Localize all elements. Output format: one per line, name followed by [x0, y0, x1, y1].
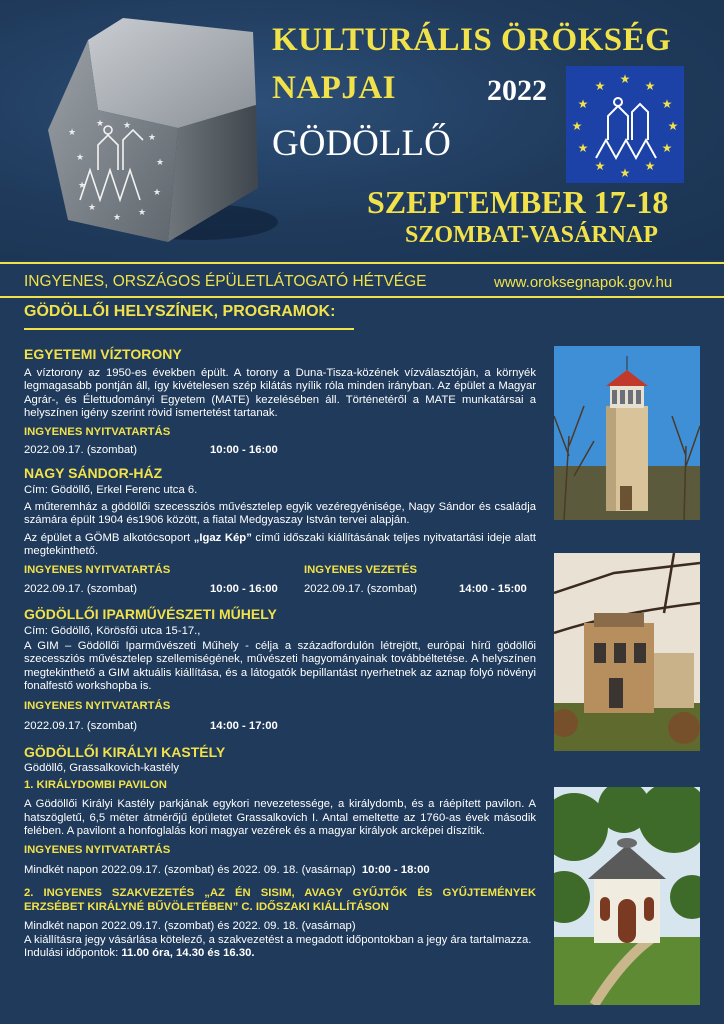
venue-title: GÖDÖLLŐI KIRÁLYI KASTÉLY	[24, 743, 226, 760]
svg-text:★: ★	[577, 97, 589, 111]
venue-title: GÖDÖLLŐI IPARMŰVÉSZETI MŰHELY	[24, 605, 277, 622]
kiralydomb-pavilion-photo	[554, 787, 700, 1005]
venue-water-tower	[24, 345, 536, 457]
svg-text:★: ★	[667, 119, 679, 133]
opening-label: INGYENES NYITVATARTÁS	[24, 425, 171, 438]
svg-text:★: ★	[78, 181, 87, 191]
svg-text:★: ★	[661, 97, 673, 111]
subsection-pavilion-title: 1. KIRÁLYDOMBI PAVILON	[24, 779, 167, 792]
venue-description: A GIM – Gödöllői Iparművészeti Műhely - célja a századfordulón létrejött, európai hírű gödöllői szecessziós művésztelep szellemiségének, művészeti hagyományainak továbbéltetése. A helyszínen megtekinthető a GIM aktuális kiállítása, és a látogatók bepillantást nyerhetnek az aznap folyó növényi fonalfestő workshopba is.	[24, 640, 536, 693]
svg-text:★: ★	[68, 128, 77, 138]
venue-address: Cím: Gödöllő, Körösfői utca 15-17.,	[24, 624, 201, 637]
opening-time: 10:00 - 16:00	[210, 443, 278, 456]
schedule-row	[24, 582, 536, 596]
stone-cube-illustration	[28, 10, 278, 250]
opening-date: 2022.09.17. (szombat)	[24, 443, 138, 456]
svg-text:★: ★	[644, 159, 656, 173]
event-year: 2022	[487, 74, 547, 107]
water-tower-photo	[554, 346, 700, 520]
divider-middle	[0, 296, 724, 298]
pavilion-description: A Gödöllői Királyi Kastély parkjának egykori nevezetessége, a királydomb, és a ráépített pavilon. A hatszögletű, 6,5 méter átmérőjű épületet Grassalkovich I. Antal emeltette az 1760-as évek második felében. A pavilont a honfoglalás kori magyar vezérek és a magyar királyok arcképei díszítik.	[24, 798, 536, 837]
venue-address: Cím: Gödöllő, Erkel Ferenc utca 6.	[24, 483, 198, 496]
tour-days: Mindkét napon 2022.09.17. (szombat) és 2022. 09. 18. (vasárnap)	[24, 920, 356, 933]
svg-text:★: ★	[619, 166, 631, 180]
section-title: GÖDÖLLŐI HELYSZÍNEK, PROGRAMOK:	[24, 303, 336, 320]
svg-text:★: ★	[156, 158, 165, 168]
svg-text:★: ★	[96, 119, 105, 129]
venue-gim-workshop	[24, 605, 536, 733]
tour-time: 14:00 - 15:00	[459, 582, 527, 595]
svg-text:★: ★	[661, 141, 673, 155]
svg-text:★: ★	[619, 72, 631, 86]
svg-text:★: ★	[571, 119, 583, 133]
venue-nagy-sandor-house	[24, 464, 536, 596]
svg-text:★: ★	[138, 208, 147, 218]
opening-date: 2022.09.17. (szombat)	[24, 719, 138, 732]
opening-time: 14:00 - 17:00	[210, 719, 278, 732]
start-times: 11.00 óra, 14.30 és 16.30.	[121, 947, 255, 960]
divider-top	[0, 262, 724, 264]
nagy-sandor-house-photo	[554, 553, 700, 751]
svg-text:★: ★	[113, 213, 122, 223]
heritage-days-logo-icon	[566, 66, 684, 183]
section-underline	[24, 328, 354, 330]
svg-text:★: ★	[594, 79, 606, 93]
svg-text:★: ★	[123, 121, 132, 131]
website-link[interactable]: www.oroksegnapok.gov.hu	[494, 274, 673, 291]
exhibition-title: „Igaz Kép”	[193, 531, 252, 544]
event-title-line1: KULTURÁLIS ÖRÖKSÉG	[272, 22, 672, 58]
svg-text:★: ★	[644, 79, 656, 93]
event-city: GÖDÖLLŐ	[272, 123, 451, 164]
tour-start-times	[24, 947, 536, 960]
start-label: Indulási időpontok:	[24, 947, 122, 960]
exhibition-text-before: Az épület a GÖMB alkotócsoport	[24, 531, 194, 544]
opening-label: INGYENES NYITVATARTÁS	[24, 699, 171, 712]
exhibition-text-after: című időszaki kiállításának teljes nyitvatartási ideje alatt megtekinthető.	[24, 531, 536, 558]
venue-royal-palace	[24, 743, 536, 961]
opening-label: INGYENES NYITVATARTÁS	[24, 563, 171, 576]
opening-days: Mindkét napon 2022.09.17. (szombat) és 2022. 09. 18. (vasárnap)	[24, 864, 356, 877]
opening-row	[24, 719, 536, 733]
opening-date: 2022.09.17. (szombat)	[24, 582, 138, 595]
svg-text:★: ★	[88, 203, 97, 213]
opening-time: 10:00 - 18:00	[361, 864, 430, 877]
opening-row	[24, 443, 536, 457]
tour-label: INGYENES VEZETÉS	[304, 563, 417, 576]
header	[0, 0, 724, 260]
venue-address: Gödöllő, Grassalkovich-kastély	[24, 761, 180, 774]
opening-row	[24, 863, 536, 877]
venue-title: EGYETEMI VÍZTORONY	[24, 346, 182, 362]
venue-list	[24, 345, 536, 961]
event-title-line2: NAPJAI	[272, 70, 396, 106]
subsection-guided-tour-title: 2. INGYENES SZAKVEZETÉS „AZ ÉN SISIM, AVAGY GYŰJTŐK ÉS GYŰJTEMÉNYEK ERZSÉBET KIRÁLYNÉ BŰVÖLETÉBEN” C. IDŐSZAKI KIÁLLÍTÁSON	[24, 887, 536, 914]
opening-label: INGYENES NYITVATARTÁS	[24, 844, 171, 857]
schedule-labels	[24, 563, 536, 577]
svg-text:★: ★	[76, 153, 85, 163]
event-days: SZOMBAT-VASÁRNAP	[405, 222, 658, 248]
tour-description: A kiállításra jegy vásárlása kötelező, a szakvezetést a megadott időpontokban a jegy ára tartalmazza.	[24, 933, 532, 946]
opening-time: 10:00 - 16:00	[210, 582, 278, 595]
tour-date: 2022.09.17. (szombat)	[304, 582, 418, 595]
event-date: SZEPTEMBER 17-18	[367, 184, 669, 220]
venue-title: NAGY SÁNDOR-HÁZ	[24, 464, 163, 481]
venue-description: A műteremház a gödöllői szecessziós művésztelep egyik vezéregyénisége, Nagy Sándor és családja számára épült 1904 és1906 között, a fiatal Medgyaszay István tervei alapján.	[24, 501, 536, 527]
free-weekend-text: INGYENES, ORSZÁGOS ÉPÜLETLÁTOGATÓ HÉTVÉGE	[24, 273, 427, 290]
svg-text:★: ★	[148, 133, 157, 143]
svg-text:★: ★	[153, 188, 162, 198]
svg-text:★: ★	[594, 159, 606, 173]
venue-description: A víztorony az 1950-es években épült. A torony a Duna-Tisza-közének vízválasztóján, a környék legmagasabb pontján áll, így kivételesen szép kilátás nyílik róla minden irányban. Az épület a Magyar Agrár-, és Élettudományi Egyetem (MATE) kezelésében áll. Történetéről a MATE munkatársai a helyszínen igény szerint rövid ismertetést tartanak.	[24, 367, 536, 420]
exhibition-description	[24, 532, 536, 559]
svg-text:★: ★	[577, 141, 589, 155]
